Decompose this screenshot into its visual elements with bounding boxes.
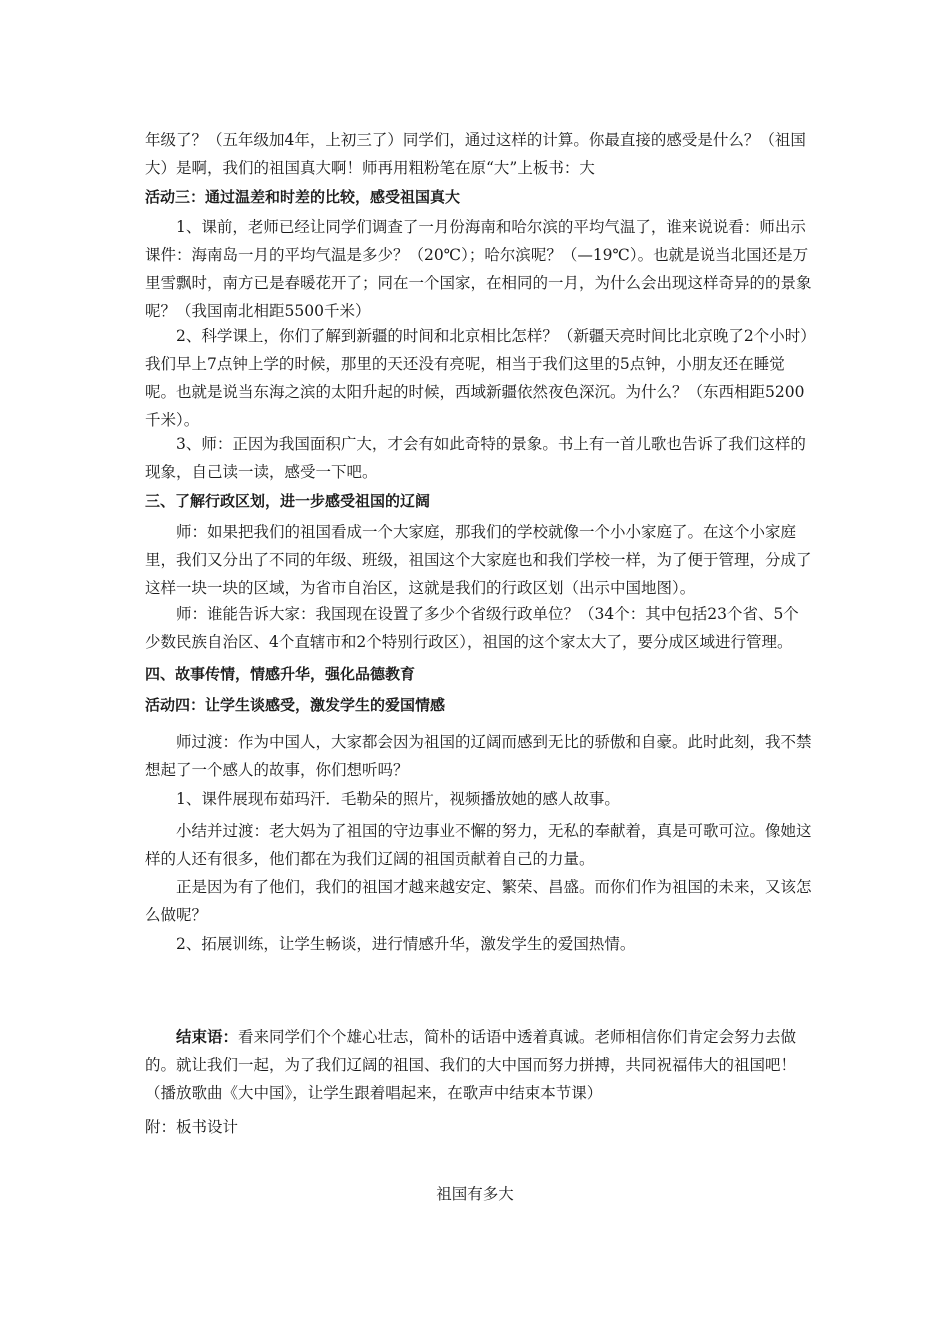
activity-four-paragraph-5: 2、拓展训练，让学生畅谈，进行情感升华，激发学生的爱国热情。 (176, 935, 636, 953)
activity-four-paragraph-3: 小结并过渡：老大妈为了祖国的守边事业不懈的努力，无私的奉献着，真是可歌可泣。像她这样的人还有很多，他们都在为我们辽阔的祖国贡献着自己的力量。 (145, 822, 812, 868)
activity-three-paragraph-3: 3、师：正因为我国面积广大，才会有如此奇特的景象。书上有一首儿歌也告诉了我们这样的现象，自己读一读，感受一下吧。 (145, 435, 806, 481)
activity-four-heading: 活动四：让学生谈感受，激发学生的爱国情感 (145, 696, 446, 714)
activity-four-paragraph-1: 师过渡：作为中国人，大家都会因为祖国的辽阔而感到无比的骄傲和自豪。此时此刻，我不禁想起了一个感人的故事，你们想听吗？ (145, 733, 812, 779)
activity-four-paragraph-2: 1、课件展现布茹玛汗．毛勒朵的照片，视频播放她的感人故事。 (176, 790, 620, 808)
closing-text: 看来同学们个个雄心壮志，简朴的话语中透着真诚。老师相信你们肯定会努力去做的。就让我们一起，为了我们辽阔的祖国、我们的大中国而努力拼搏，共同祝福伟大的祖国吧！（播放歌曲《大中国》，让学生跟着唱起来，在歌声中结束本节课） (145, 1028, 797, 1102)
intro-paragraph: 年级了？（五年级加4年，上初三了）同学们，通过这样的计算。你最直接的感受是什么？（祖国大）是啊，我们的祖国真大啊！师再用粗粉笔在原“大”上板书：大 (145, 131, 806, 177)
closing-paragraph (145, 1023, 813, 1107)
activity-three-paragraph-1: 1、课前，老师已经让同学们调查了一月份海南和哈尔滨的平均气温了，谁来说说看：师出示课件：海南岛一月的平均气温是多少？（20℃）；哈尔滨呢？（—19℃）。也就是说当北国还是万里雪飘时，南方已是春暖花开了；同在一个国家，在相同的一月，为什么会出现这样奇异的的景象呢？（我国南北相距5500千米） (145, 218, 812, 320)
section-three-paragraph-1: 师：如果把我们的祖国看成一个大家庭，那我们的学校就像一个小小家庭了。在这个小家庭里，我们又分出了不同的年级、班级，祖国这个大家庭也和我们学校一样，为了便于管理，分成了这样一块一块的区域，为省市自治区，这就是我们的行政区划（出示中国地图）。 (145, 523, 812, 597)
appendix-label: 附：板书设计 (145, 1118, 239, 1136)
section-three-heading: 三、了解行政区划，进一步感受祖国的辽阔 (145, 492, 431, 510)
activity-four-paragraph-4: 正是因为有了他们，我们的祖国才越来越安定、繁荣、昌盛。而你们作为祖国的未来，又该怎么做呢？ (145, 878, 812, 924)
board-design-title: 祖国有多大 (436, 1185, 514, 1203)
section-four-heading: 四、故事传情，情感升华，强化品德教育 (145, 665, 416, 683)
section-three-paragraph-2: 师：谁能告诉大家：我国现在设置了多少个省级行政单位？（34个：其中包括23个省、5个少数民族自治区、4个直辖市和2个特别行政区），祖国的这个家太大了，要分成区域进行管理。 (145, 605, 799, 651)
closing-label: 结束语： (176, 1028, 239, 1046)
activity-three-heading: 活动三：通过温差和时差的比较，感受祖国真大 (145, 188, 461, 206)
activity-three-paragraph-2: 2、科学课上，你们了解到新疆的时间和北京相比怎样？（新疆天亮时间比北京晚了2个小时）我们早上7点钟上学的时候，那里的天还没有亮呢，相当于我们这里的5点钟，小朋友还在睡觉呢。也就是说当东海之滨的太阳升起的时候，西域新疆依然夜色深沉。为什么？（东西相距5200千米）。 (145, 327, 808, 429)
